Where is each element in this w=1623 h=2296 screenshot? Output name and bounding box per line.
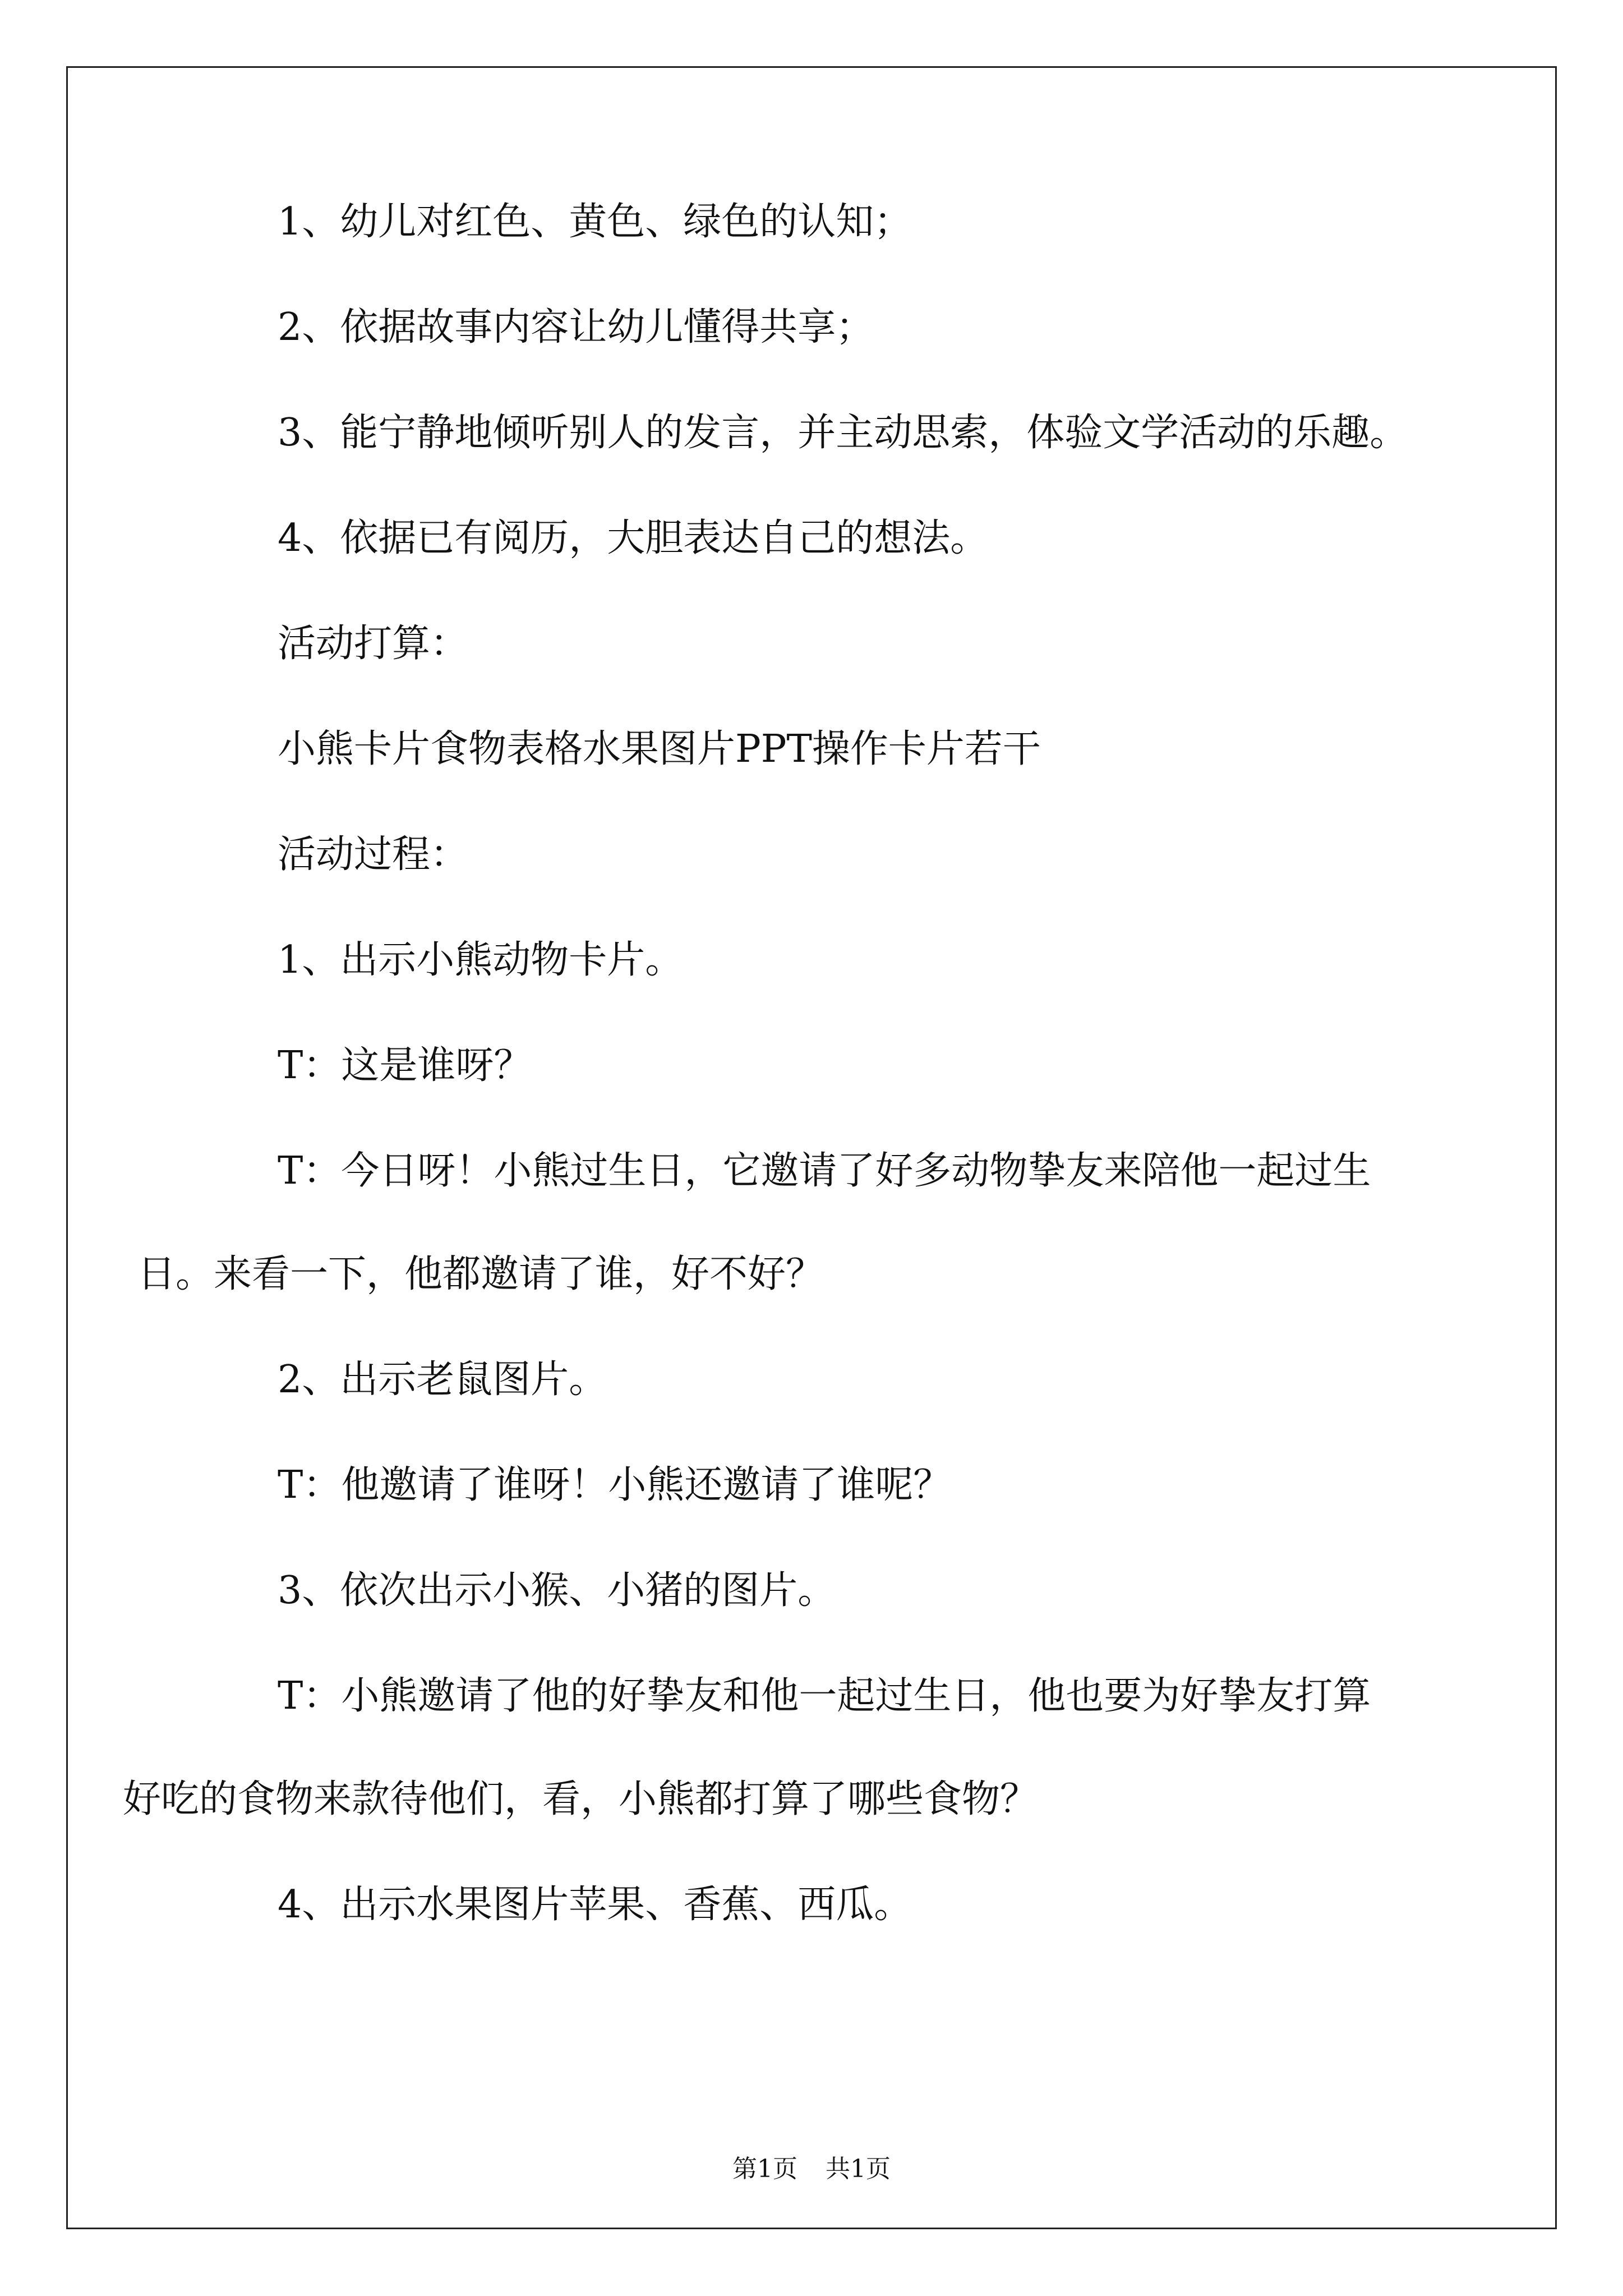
paragraph-line: 日。来看一下，他都邀请了谁，好不好？ bbox=[137, 1252, 824, 1296]
paragraph: 1、出示小熊动物卡片。 bbox=[278, 938, 684, 982]
paragraph: 小熊卡片食物表格水果图片PPT操作卡片若干 bbox=[278, 727, 1041, 771]
paragraph: 4、依据已有阅历，大胆表达自己的想法。 bbox=[278, 516, 989, 560]
document-body bbox=[123, 196, 1444, 1985]
paragraph: 2、依据故事内容让幼儿懂得共享； bbox=[278, 305, 874, 349]
section-heading: 活动过程： bbox=[278, 832, 469, 877]
paragraph-multiline bbox=[137, 1145, 1444, 1300]
paragraph: 4、出示水果图片苹果、香蕉、西瓜。 bbox=[278, 1883, 912, 1927]
paragraph-multiline bbox=[123, 1671, 1444, 1825]
paragraph: T：这是谁呀？ bbox=[278, 1043, 532, 1088]
paragraph: 1、幼儿对红色、黄色、绿色的认知； bbox=[278, 200, 912, 244]
paragraph: 3、能宁静地倾听别人的发言，并主动思索，体验文学活动的乐趣。 bbox=[278, 411, 1408, 455]
paragraph: 3、依次出示小猴、小猪的图片。 bbox=[278, 1568, 836, 1613]
paragraph: T：他邀请了谁呀！小熊还邀请了谁呢？ bbox=[278, 1463, 952, 1507]
page-total: 共1页 bbox=[826, 2155, 891, 2183]
paragraph-line: T：小熊邀请了他的好挚友和他一起过生日，他也要为好挚友打算 bbox=[278, 1674, 1371, 1718]
page-number: 第1页 bbox=[732, 2155, 797, 2183]
paragraph-line: T：今日呀！小熊过生日，它邀请了好多动物挚友来陪他一起过生 bbox=[278, 1149, 1371, 1193]
section-heading: 活动打算： bbox=[278, 622, 469, 666]
paragraph-line: 好吃的食物来款待他们，看，小熊都打算了哪些食物？ bbox=[123, 1777, 1039, 1821]
page-footer bbox=[0, 2148, 1623, 2184]
paragraph: 2、出示老鼠图片。 bbox=[278, 1358, 607, 1402]
